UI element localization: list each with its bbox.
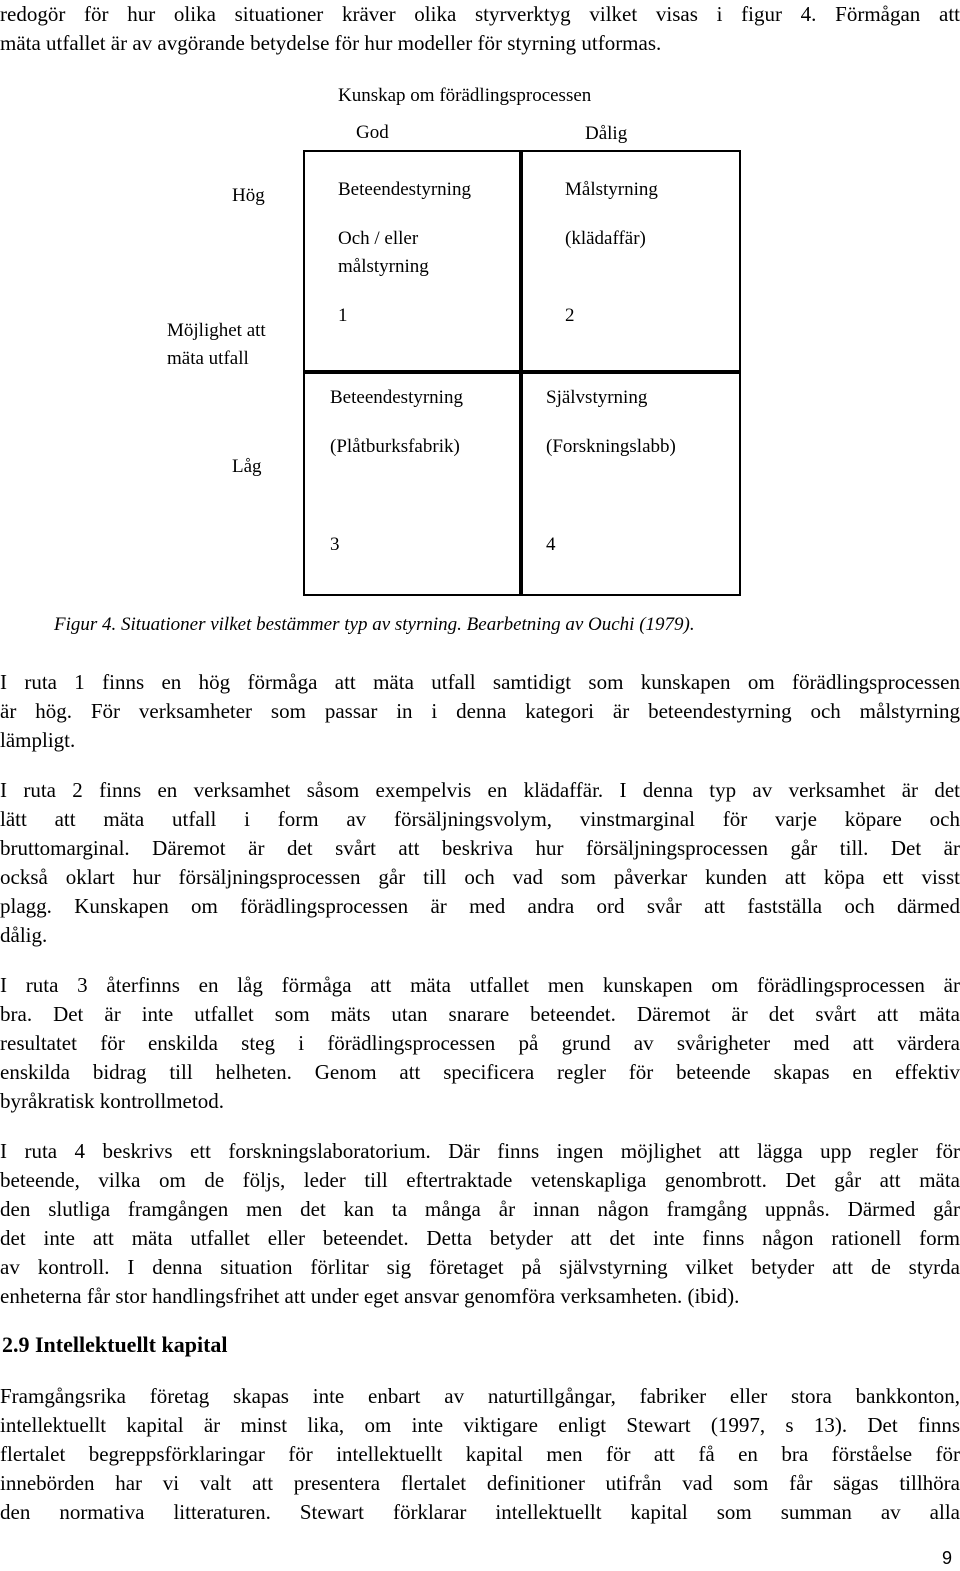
text-line: I ruta 3 återfinns en låg förmåga att mäta utfallet men kunskapen om förädlingsprocessen är: [0, 973, 960, 997]
text-line: I ruta 2 finns en verksamhet såsom exempelvis en klädaffär. I denna typ av verksamhet är det: [0, 778, 960, 802]
row-label-low: Låg: [232, 456, 262, 477]
intro-paragraph: [0, 0, 960, 58]
paragraph-ruta-3: [0, 971, 960, 1116]
cell-2-title: Målstyrning: [565, 179, 658, 200]
figure-top-label: Kunskap om förädlingsprocessen: [338, 85, 592, 106]
text-line: den normativa litteraturen. Stewart förklarar intellektuellt kapital som summan av alla: [0, 1500, 960, 1524]
text-line: Framgångsrika företag skapas inte enbart av naturtillgångar, fabriker eller stora bankkonton,: [0, 1384, 960, 1408]
text-line: enheterna får stor handlingsfrihet att under eget ansvar genomföra verksamheten. (ibid).: [0, 1284, 740, 1308]
figure-caption: Figur 4. Situationer vilket bestämmer typ av styrning. Bearbetning av Ouchi (1979).: [54, 614, 695, 635]
paragraph-ruta-2: [0, 776, 960, 950]
text-line: enskilda bidrag till helheten. Genom att specificera regler för beteende skapas en effektiv: [0, 1060, 960, 1084]
row-label-high: Hög: [232, 185, 265, 206]
text-line: är hög. För verksamheter som passar in i denna kategori är beteendestyrning och målstyrning: [0, 699, 960, 723]
text-line: bra. Det är inte utfallet som mäts utan snarare beteendet. Däremot är det svårt att mäta: [0, 1002, 960, 1026]
text-line: I ruta 1 finns en hög förmåga att mäta utfall samtidigt som kunskapen om förädlingsprocessen: [0, 670, 960, 694]
text-line: flertalet begreppsförklaringar för intellektuellt kapital men för att få en bra förståelse för: [0, 1442, 960, 1466]
text-line: beteende, vilka om de följs, leder till eftertraktade vetenskapliga genombrott. Det går att mäta: [0, 1168, 960, 1192]
paragraph-ruta-1: [0, 668, 960, 755]
text-line: också oklart hur försäljningsprocessen går till och vad som påverkar kunden att köpa ett visst: [0, 865, 960, 889]
text-line: redogör för hur olika situationer kräver olika styrverktyg vilket visas i figur 4. Förmågan att: [0, 2, 960, 26]
column-label-good: God: [356, 122, 389, 143]
cell-4-title: Självstyrning: [546, 387, 648, 408]
cell-4-number: 4: [546, 534, 556, 555]
y-axis-label-line1: Möjlighet att: [167, 320, 266, 341]
y-axis-label-line2: mäta utfall: [167, 348, 249, 369]
cell-1-number: 1: [338, 305, 348, 326]
cell-2-number: 2: [565, 305, 575, 326]
text-line: I ruta 4 beskrivs ett forskningslaboratorium. Där finns ingen möjlighet att lägga upp regler för: [0, 1139, 960, 1163]
text-line: bruttomarginal. Däremot är det svårt att beskriva hur försäljningsprocessen går till. Det är: [0, 836, 960, 860]
text-line: den slutliga framgången men det kan ta många år innan någon framgång uppnås. Därmed går: [0, 1197, 960, 1221]
page-number: 9: [941, 1548, 952, 1568]
cell-1-sub2: målstyrning: [338, 256, 429, 277]
cell-3-title: Beteendestyrning: [330, 387, 463, 408]
cell-3-sub: (Plåtburksfabrik): [330, 436, 460, 457]
cell-1-sub1: Och / eller: [338, 228, 419, 249]
text-line: av kontroll. I denna situation förlitar sig företaget på självstyrning vilket betyder att de styrda: [0, 1255, 960, 1279]
paragraph-ruta-4: [0, 1137, 960, 1311]
cell-4-sub: (Forskningslabb): [546, 436, 676, 457]
cell-3-number: 3: [330, 534, 340, 555]
column-label-bad: Dålig: [585, 123, 628, 144]
text-line: det inte att mäta utfallet eller beteendet. Detta betyder att det inte finns någon rationell form: [0, 1226, 960, 1250]
text-line: intellektuellt kapital är minst lika, om inte viktigare enligt Stewart (1997, s 13). Det finns: [0, 1413, 960, 1437]
text-line: lätt att mäta utfall i form av försäljningsvolym, vinstmarginal för varje köpare och: [0, 807, 960, 831]
text-line: mäta utfallet är av avgörande betydelse för hur modeller för styrning utformas.: [0, 31, 662, 55]
text-line: plagg. Kunskapen om förädlingsprocessen är med andra ord svår att fastställa och därmed: [0, 894, 960, 918]
text-line: dålig.: [0, 923, 48, 947]
paragraph-intellectual-capital: [0, 1382, 960, 1527]
text-line: lämpligt.: [0, 728, 76, 752]
text-line: resultatet för enskilda steg i förädlingsprocessen på grund av svårigheter med att värdera: [0, 1031, 960, 1055]
section-heading: 2.9 Intellektuellt kapital: [2, 1332, 228, 1357]
cell-2-sub: (klädaffär): [565, 228, 646, 249]
cell-1-title: Beteendestyrning: [338, 179, 471, 200]
text-line: innebörden har vi valt att presentera flertalet definitioner utifrån vad som får sägas tillhöra: [0, 1471, 960, 1495]
text-line: byråkratisk kontrollmetod.: [0, 1089, 224, 1113]
